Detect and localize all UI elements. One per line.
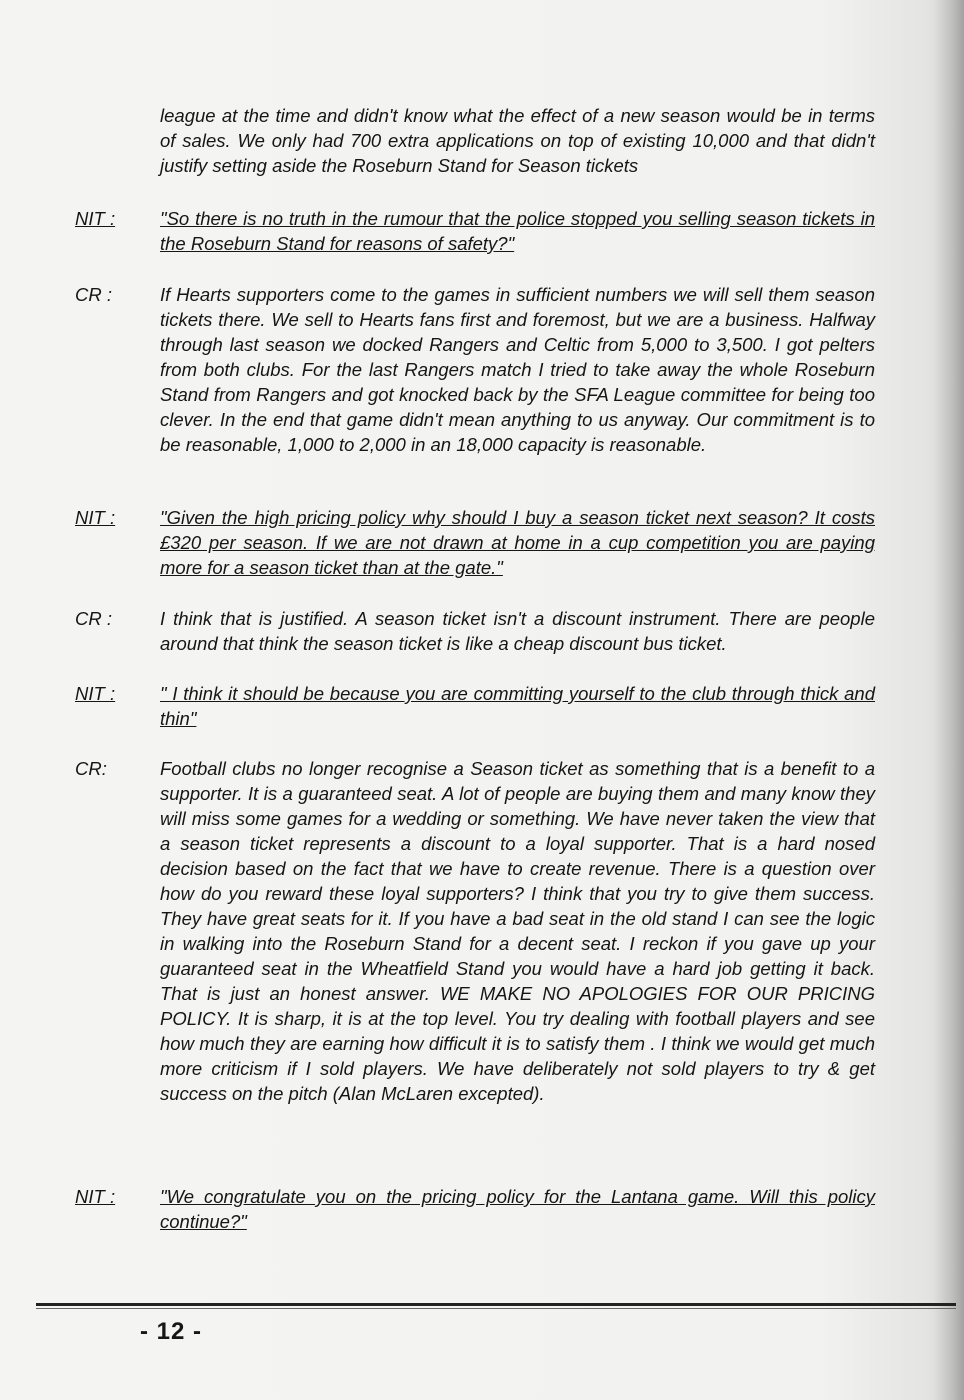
- answer-text: league at the time and didn't know what the effect of a new season would be in terms of sales. We only had 700 extra applications on top of existing 10,000 and that didn't justify setting aside the Roseburn Stand for Season tickets: [160, 105, 875, 176]
- page-spine-shadow: [934, 0, 964, 1400]
- speaker-label-nit: NIT :: [75, 507, 116, 528]
- speaker-label-nit: NIT :: [75, 683, 116, 704]
- question-block-3: [75, 681, 875, 731]
- answer-text: If Hearts supporters come to the games in sufficient numbers we will sell them season tickets there. We sell to Hearts fans first and foremost, but we are a business. Halfway through last season we docked Rangers and Celtic from 5,000 to 3,500. I got pelters from both clubs. For the last Rangers match I tried to take away the whole Roseburn Stand from Rangers and got knocked back by the SFA League committee for being too clever. In the end that game didn't mean anything to us anyway. Our commitment is to be reasonable, 1,000 to 2,000 in an 18,000 capacity is reasonable.: [160, 284, 875, 455]
- question-text: " I think it should be because you are committing yourself to the club through thick and thin": [160, 683, 875, 729]
- question-block-4: [75, 1184, 875, 1234]
- speaker-label-cr: CR :: [75, 608, 112, 629]
- answer-block-1: [75, 282, 875, 457]
- speaker-label-nit: NIT :: [75, 1186, 116, 1207]
- question-text: "Given the high pricing policy why should I buy a season ticket next season? It costs £320 per season. If we are not drawn at home in a cup competition you are paying more for a season ticket than at the gate.": [160, 507, 875, 578]
- speaker-label-nit: NIT :: [75, 208, 116, 229]
- question-block-1: [75, 206, 875, 256]
- speaker-label-cr: CR:: [75, 758, 107, 779]
- answer-block-2: [75, 606, 875, 656]
- question-block-2: [75, 505, 875, 580]
- answer-text: I think that is justified. A season ticket isn't a discount instrument. There are people around that think the season ticket is like a cheap discount bus ticket.: [160, 608, 875, 654]
- question-text: "So there is no truth in the rumour that the police stopped you selling season tickets in the Roseburn Stand for reasons of safety?": [160, 208, 875, 254]
- answer-text: Football clubs no longer recognise a Season ticket as something that is a benefit to a supporter. It is a guaranteed seat. A lot of people are buying them and many know they will miss some games for a wedding or something. We have never taken the view that a season ticket represents a discount to a loyal supporter. That is a hard nosed decision based on the fact that we have to create revenue. There is a question over how do you reward these loyal supporters? I think that you try to give them success. They have great seats for it. If you have a bad seat in the old stand I can see the logic in walking into the Roseburn Stand for a decent seat. I reckon if you gave up your guaranteed seat in the Wheatfield Stand you would have a hard job getting it back. That is just an honest answer. WE MAKE NO APOLOGIES FOR OUR PRICING POLICY. It is sharp, it is at the top level. You try dealing with football players and see how much they are earning how difficult it is to satisfy them . I think we would get much more criticism if I sold players. We have deliberately not sold players to try & get success on the pitch (Alan McLaren excepted).: [160, 758, 875, 1104]
- page-number: - 12 -: [140, 1318, 203, 1345]
- continued-answer-block: [75, 103, 875, 178]
- footer-rule: [36, 1303, 956, 1306]
- speaker-label-cr: CR :: [75, 284, 112, 305]
- question-text: "We congratulate you on the pricing policy for the Lantana game. Will this policy continue?": [160, 1186, 875, 1232]
- answer-block-3: [75, 756, 875, 1106]
- footer-rule-thin: [36, 1308, 956, 1309]
